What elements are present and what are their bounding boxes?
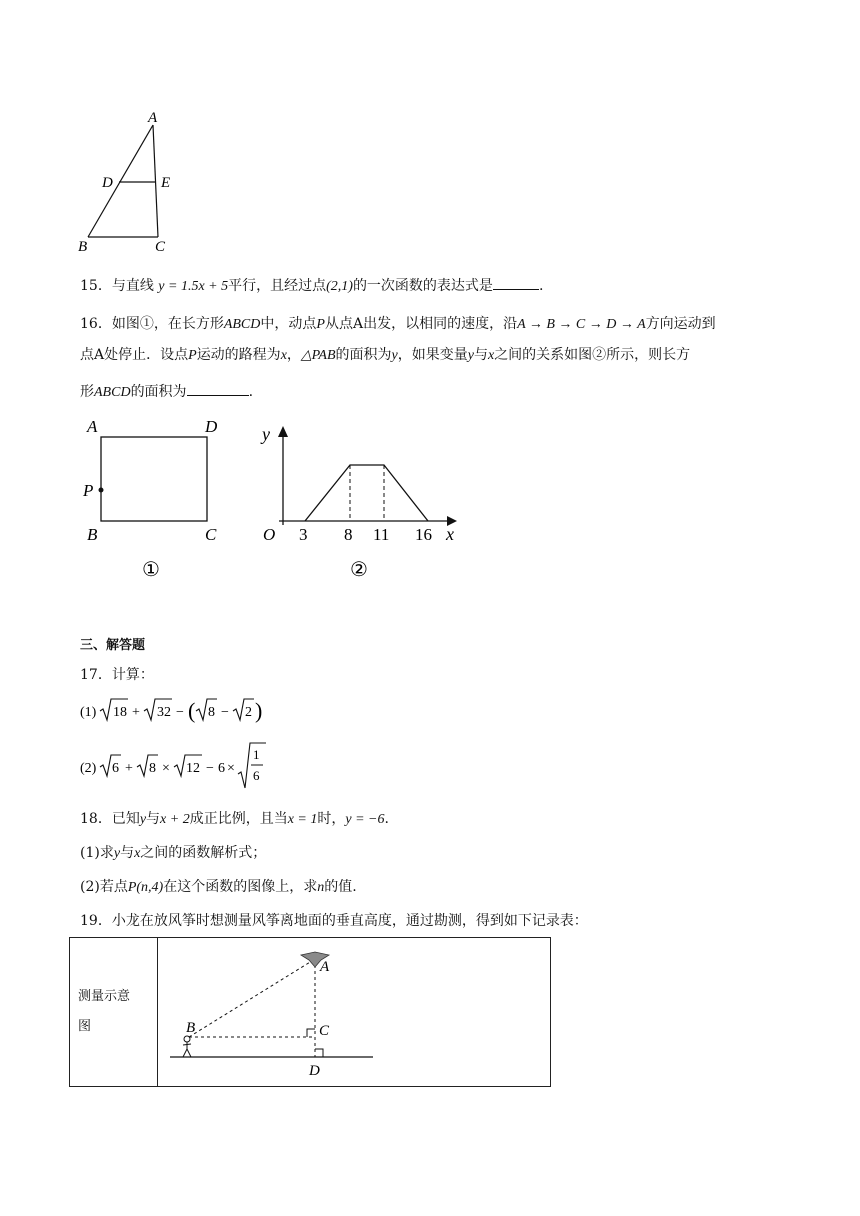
segment-ba [189, 959, 315, 1037]
svg-text:6: 6 [112, 761, 119, 776]
triangle-figure [70, 105, 180, 255]
y-axis-arrow [278, 426, 288, 437]
label-c: C [155, 239, 166, 255]
svg-text:(1): (1) [80, 705, 97, 720]
label-d: D [309, 1063, 320, 1079]
svg-text:2: 2 [245, 705, 252, 720]
answer-blank[interactable] [493, 275, 539, 290]
plus-sign: + [132, 705, 140, 720]
caption-1: ① [142, 559, 160, 581]
label-b: B [87, 525, 98, 544]
label-b: B [78, 239, 88, 255]
tick-8: 8 [344, 525, 353, 544]
edge-ac [153, 125, 158, 237]
plus-sign: + [125, 761, 133, 776]
table-cell-figure [158, 938, 551, 1087]
label-a: A [87, 417, 98, 436]
label-c: C [319, 1023, 330, 1039]
paren-open: ( [188, 698, 196, 723]
x-axis-label: x [446, 524, 454, 544]
label-p: P [83, 481, 94, 500]
label-e: E [161, 175, 171, 191]
label-b: B [186, 1020, 196, 1036]
kite-diagram [158, 938, 550, 1082]
minus-sign: − [176, 705, 184, 720]
minus-sign: − [221, 705, 229, 720]
svg-text:6: 6 [253, 768, 260, 783]
label-a: A [148, 110, 158, 126]
record-table [69, 937, 551, 1087]
question-18: 18．已知y与x + 2成正比例，且当x = 1时，y = −6. [80, 811, 389, 827]
tick-3: 3 [299, 525, 308, 544]
svg-text:12: 12 [186, 761, 200, 776]
origin-label: O [263, 525, 276, 544]
svg-text:18: 18 [113, 705, 127, 720]
question-19: 19．小龙在放风筝时想测量风筝离地面的垂直高度，通过勘测，得到如下记录表： [80, 913, 588, 929]
question-16-line-2: 点A处停止．设点P运动的路程为x，△PAB的面积为y，如果变量y与x之间的关系如图②所示，则长方 [80, 347, 691, 363]
minus-sign: − [206, 761, 214, 776]
times-sign: × [162, 761, 170, 776]
function-graph [255, 415, 470, 583]
svg-text:8: 8 [149, 761, 156, 776]
q17-part-1 [78, 694, 278, 726]
question-18-part-2: (2)若点P(n,4)在这个函数的图像上，求n的值. [80, 879, 357, 895]
six: 6 [218, 761, 225, 776]
label-c: C [205, 525, 217, 544]
tick-16: 16 [415, 525, 432, 544]
label-d: D [205, 417, 218, 436]
point-p [99, 488, 104, 493]
svg-text:32: 32 [157, 705, 171, 720]
graph-line [305, 465, 428, 521]
svg-text:8: 8 [208, 705, 215, 720]
question-17-title: 17．计算： [80, 667, 154, 683]
section-heading: 三、解答题 [80, 638, 146, 653]
answer-blank[interactable] [187, 381, 249, 396]
rectangle-abcd [101, 437, 207, 521]
rectangle-figure [78, 412, 238, 582]
svg-text:(2): (2) [80, 761, 97, 776]
question-18-part-1: (1)求y与x之间的函数解析式； [80, 845, 267, 861]
label-a: A [320, 959, 330, 975]
svg-text:1: 1 [253, 747, 260, 762]
label-d: D [102, 175, 113, 191]
q17-part-2 [78, 740, 298, 792]
question-16-line-3: 形ABCD的面积为 . [80, 381, 253, 403]
right-angle-d [315, 1049, 323, 1057]
question-15: 15．与直线 y = 1.5x + 5平行，且经过点(2,1)的一次函数的表达式是 . [80, 275, 543, 297]
paren-close: ) [255, 698, 263, 723]
y-axis-label: y [262, 424, 270, 444]
person-icon [183, 1036, 191, 1057]
caption-2: ② [350, 559, 368, 581]
tick-11: 11 [373, 525, 390, 544]
question-16-line-1: 16．如图①，在长方形ABCD中，动点P从点A出发，以相同的速度，沿A → B → C → D → A方向运动到 [80, 316, 716, 332]
table-cell-label: 测量示意 图 [70, 938, 158, 1087]
edge-ab [88, 125, 153, 237]
times-sign: × [227, 761, 235, 776]
right-angle-c [307, 1029, 315, 1037]
